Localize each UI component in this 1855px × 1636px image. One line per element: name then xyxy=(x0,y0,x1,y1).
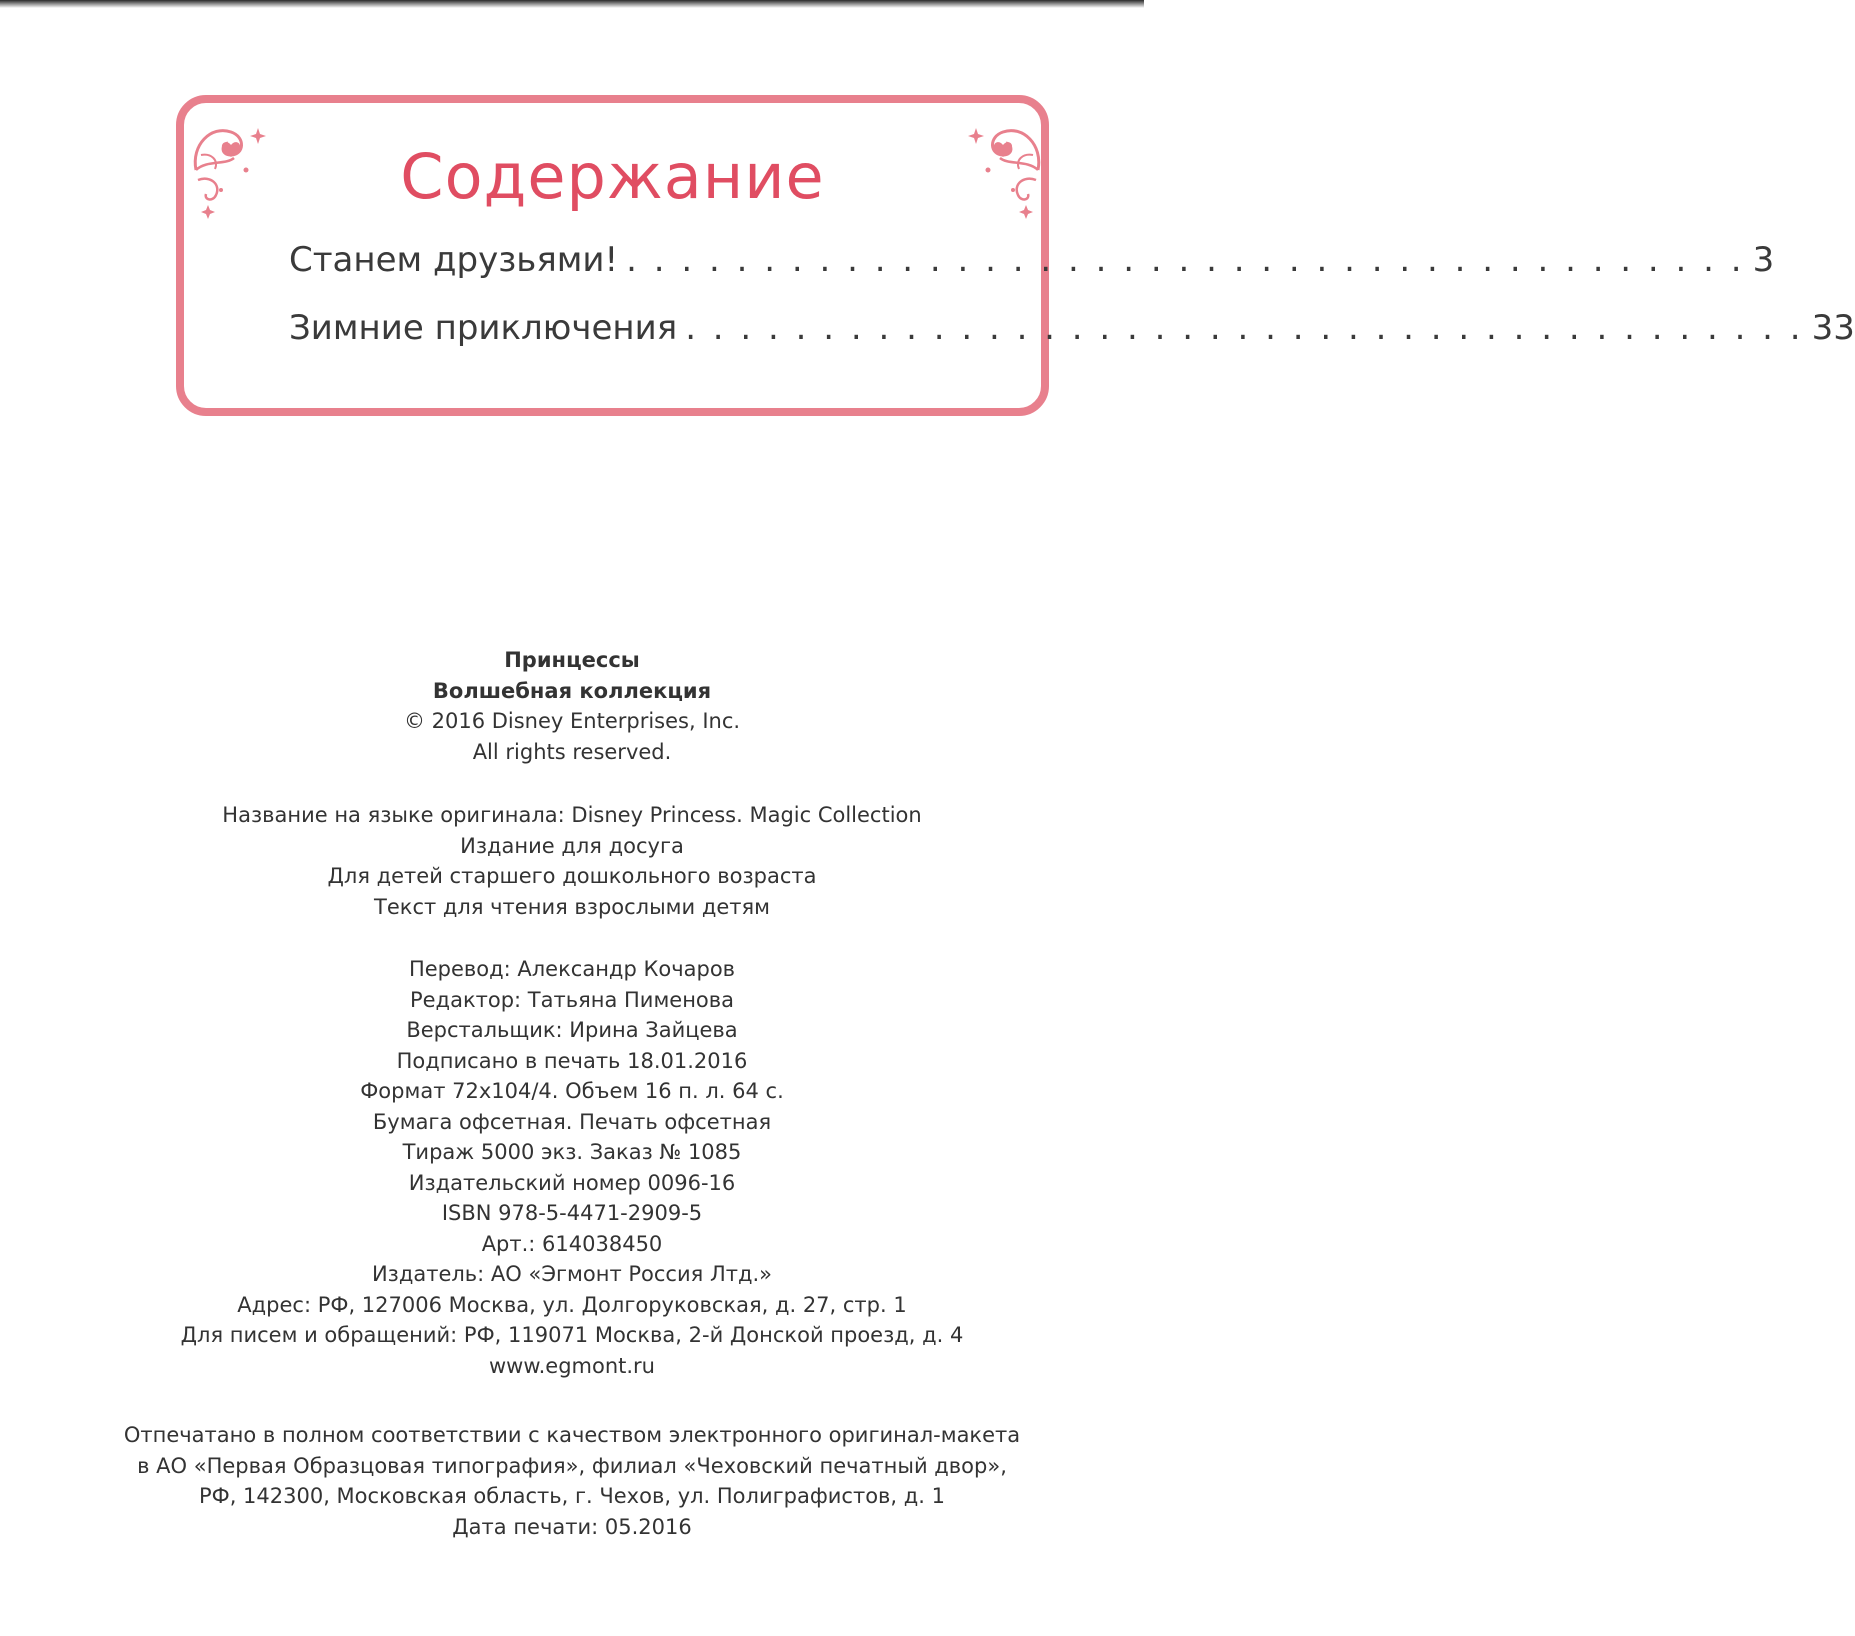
credits-line: Верстальщик: Ирина Зайцева xyxy=(406,1018,738,1042)
credits-line: Подписано в печать 18.01.2016 xyxy=(396,1048,748,1073)
isbn-line: ISBN 978-5-4471-2909-5 xyxy=(441,1201,703,1225)
reading-line: Текст для чтения взрослыми детям xyxy=(374,894,770,919)
book-title: Волшебная коллекция xyxy=(432,678,712,703)
age-line: Для детей старшего дошкольного возраста xyxy=(327,864,817,888)
book-title-block xyxy=(0,645,1144,767)
toc-entry-page: 3 xyxy=(1752,240,1775,280)
toc-title: Содержание xyxy=(400,140,825,213)
credits-line: Перевод: Александр Кочаров xyxy=(408,957,736,981)
credits-block xyxy=(0,954,1144,1381)
printing-info-block xyxy=(0,1420,1144,1542)
toc-leader-dots: . . . . . . . . . . . . . . . . . . . . . . . . . . . . . . . . . . . . . . . . . xyxy=(685,308,1804,348)
publisher-line: Издатель: АО «Эгмонт Россия Лтд.» xyxy=(371,1262,773,1286)
page-top-edge xyxy=(0,0,1144,8)
address-line: Адрес: РФ, 127006 Москва, ул. Долгоруковская, д. 27, стр. 1 xyxy=(237,1292,907,1317)
edition-info-block xyxy=(0,800,1144,922)
toc-entry-title: Зимние приключения xyxy=(289,308,678,348)
edition-line: Издание для досуга xyxy=(460,833,684,858)
toc-entry[interactable] xyxy=(289,240,1775,280)
credits-line: Формат 72x104/4. Объем 16 п. л. 64 с. xyxy=(360,1079,784,1103)
toc-entry-title: Станем друзьями! xyxy=(289,240,619,280)
credits-line: Издательский номер 0096-16 xyxy=(408,1170,736,1195)
print-date-line: Дата печати: 05.2016 xyxy=(452,1514,692,1539)
toc-entry-page: 33 xyxy=(1811,308,1855,348)
printing-line: в АО «Первая Образцовая типография», филиал «Чеховский печатный двор», xyxy=(137,1453,1007,1478)
website-link[interactable]: www.egmont.ru xyxy=(489,1353,655,1378)
original-title-line: Название на языке оригинала: Disney Princess. Magic Collection xyxy=(222,803,922,827)
toc-leader-dots: . . . . . . . . . . . . . . . . . . . . . . . . . . . . . . . . . . . . . . . . . xyxy=(626,240,1745,280)
printing-line: РФ, 142300, Московская область, г. Чехов, ул. Полиграфистов, д. 1 xyxy=(198,1484,946,1508)
address-line: Для писем и обращений: РФ, 119071 Москва, 2-й Донской проезд, д. 4 xyxy=(180,1323,964,1347)
credits-line: Арт.: 614038450 xyxy=(481,1231,663,1256)
toc-entry[interactable] xyxy=(289,308,1855,348)
credits-line: Тираж 5000 экз. Заказ № 1085 xyxy=(402,1140,742,1164)
copyright-line: © 2016 Disney Enterprises, Inc. xyxy=(403,709,741,733)
printing-line: Отпечатано в полном соответствии с качеством электронного оригинал-макета xyxy=(123,1423,1021,1447)
credits-line: Бумага офсетная. Печать офсетная xyxy=(372,1109,772,1134)
rights-line: All rights reserved. xyxy=(472,739,672,764)
book-series: Принцессы xyxy=(504,648,640,672)
credits-line: Редактор: Татьяна Пименова xyxy=(409,987,735,1012)
